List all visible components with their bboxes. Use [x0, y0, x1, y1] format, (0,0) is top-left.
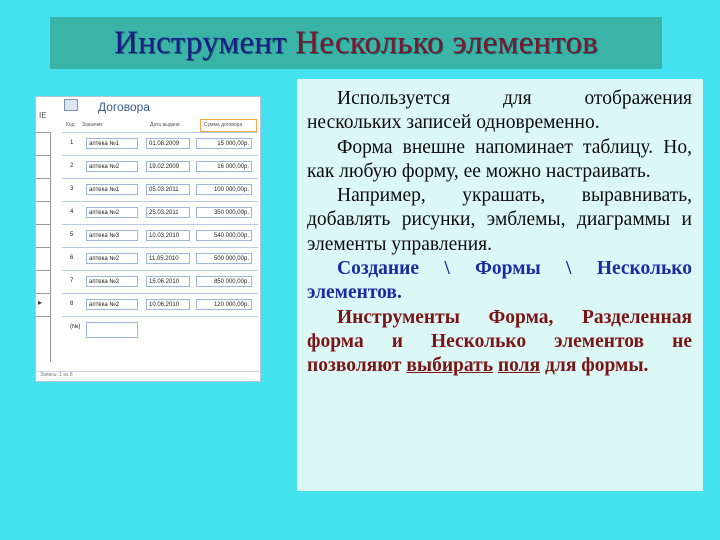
note-underline-2: поля	[497, 355, 541, 377]
column-header: Сумма договора	[200, 119, 257, 132]
record-id: 1	[70, 140, 74, 146]
form-title: Договора	[98, 100, 150, 114]
title-part1: Инструмент	[114, 24, 287, 61]
record-id: 7	[70, 278, 74, 284]
record-id: (№)	[70, 324, 81, 330]
record-field[interactable]: 850 000,00р.	[196, 276, 252, 287]
record-field[interactable]: аптека №1	[86, 138, 138, 149]
record-field[interactable]: 11.05.2010	[146, 253, 190, 264]
record-field[interactable]: 10.06.2010	[146, 299, 190, 310]
record-selector[interactable]	[36, 293, 50, 316]
record-id: 6	[70, 255, 74, 261]
paragraph-appearance: Форма внешне напоминает таблицу. Но, как любую форму, ее можно настраивать.	[307, 136, 692, 182]
record-field[interactable]: аптека №2	[86, 207, 138, 218]
record-field[interactable]: аптека №3	[86, 230, 138, 241]
column-header: Дата выдачи	[150, 122, 180, 128]
record-field[interactable]: 25.03.2011	[146, 207, 190, 218]
record-selector[interactable]	[36, 201, 50, 224]
record-field[interactable]: аптека №1	[86, 184, 138, 195]
record-field[interactable]: 350 000,00р.	[196, 207, 252, 218]
record-field[interactable]: 540 000,00р.	[196, 230, 252, 241]
paragraph-usage: Используется для отображения нескольких записей одновременно.	[307, 88, 692, 134]
record-selector[interactable]	[36, 247, 50, 270]
record-row[interactable]	[62, 132, 258, 155]
title-box	[50, 17, 662, 69]
record-field[interactable]: 01.08.2009	[146, 138, 190, 149]
record-selector[interactable]	[36, 316, 50, 339]
record-field[interactable]: аптека №2	[86, 161, 138, 172]
record-navigation[interactable]: Запись: 1 из 8	[36, 371, 260, 381]
record-id: 3	[70, 186, 74, 192]
record-field[interactable]: аптека №2	[86, 253, 138, 264]
record-row[interactable]	[62, 293, 258, 316]
slide-title	[114, 25, 598, 62]
record-id: 4	[70, 209, 74, 215]
record-selector[interactable]	[36, 178, 50, 201]
toolbar-label: IE	[39, 111, 47, 120]
note-text-a: Инструменты Форма, Разделенная форма и Несколько элементов не позволяют	[307, 306, 692, 377]
record-selector[interactable]	[36, 132, 50, 155]
column-header: Код	[66, 122, 75, 128]
record-field[interactable]: 500 000,00р.	[196, 253, 252, 264]
record-row[interactable]	[62, 178, 258, 201]
paragraph-example: Например, украшать, выравнивать, добавлять рисунки, эмблемы, диаграммы и элементы управления.	[307, 185, 692, 255]
record-id: 8	[70, 301, 74, 307]
column-header: Заказчик	[82, 122, 103, 128]
form-screenshot	[35, 96, 261, 382]
record-field[interactable]: аптека №2	[86, 276, 138, 287]
record-field[interactable]: 100 000,00р.	[196, 184, 252, 195]
record-row[interactable]	[62, 155, 258, 178]
record-row[interactable]	[62, 270, 258, 293]
record-selector[interactable]	[36, 224, 50, 247]
record-row[interactable]	[62, 201, 258, 224]
body-text	[307, 87, 692, 379]
title-part2: Несколько элементов	[295, 24, 598, 61]
record-field[interactable]: 19.02.2009	[146, 161, 190, 172]
note-underline-1: выбирать	[406, 355, 494, 377]
paragraph-menu-path: Создание \ Формы \ Несколько элементов.	[307, 258, 692, 304]
record-selector[interactable]	[36, 270, 50, 293]
record-field[interactable]	[86, 322, 138, 338]
note-text-b: для формы.	[545, 355, 649, 377]
paragraph-note	[307, 306, 692, 379]
text-panel	[297, 79, 703, 491]
record-id: 5	[70, 232, 74, 238]
record-id: 2	[70, 163, 74, 169]
record-row[interactable]	[62, 224, 258, 247]
record-field[interactable]: аптека №2	[86, 299, 138, 310]
record-row[interactable]	[62, 316, 258, 339]
record-selectors	[36, 132, 51, 362]
record-field[interactable]: 120 000,00р.	[196, 299, 252, 310]
record-field[interactable]: 05.03.2011	[146, 184, 190, 195]
record-field[interactable]: 10.03.2010	[146, 230, 190, 241]
current-record-icon: ▸	[38, 298, 43, 307]
record-selector[interactable]	[36, 155, 50, 178]
form-icon	[64, 99, 78, 111]
record-field[interactable]: 15.06.2010	[146, 276, 190, 287]
record-field[interactable]: 16 000,00р.	[196, 161, 252, 172]
column-headers	[58, 119, 258, 132]
record-field[interactable]: 15 000,00р.	[196, 138, 252, 149]
record-row[interactable]	[62, 247, 258, 270]
